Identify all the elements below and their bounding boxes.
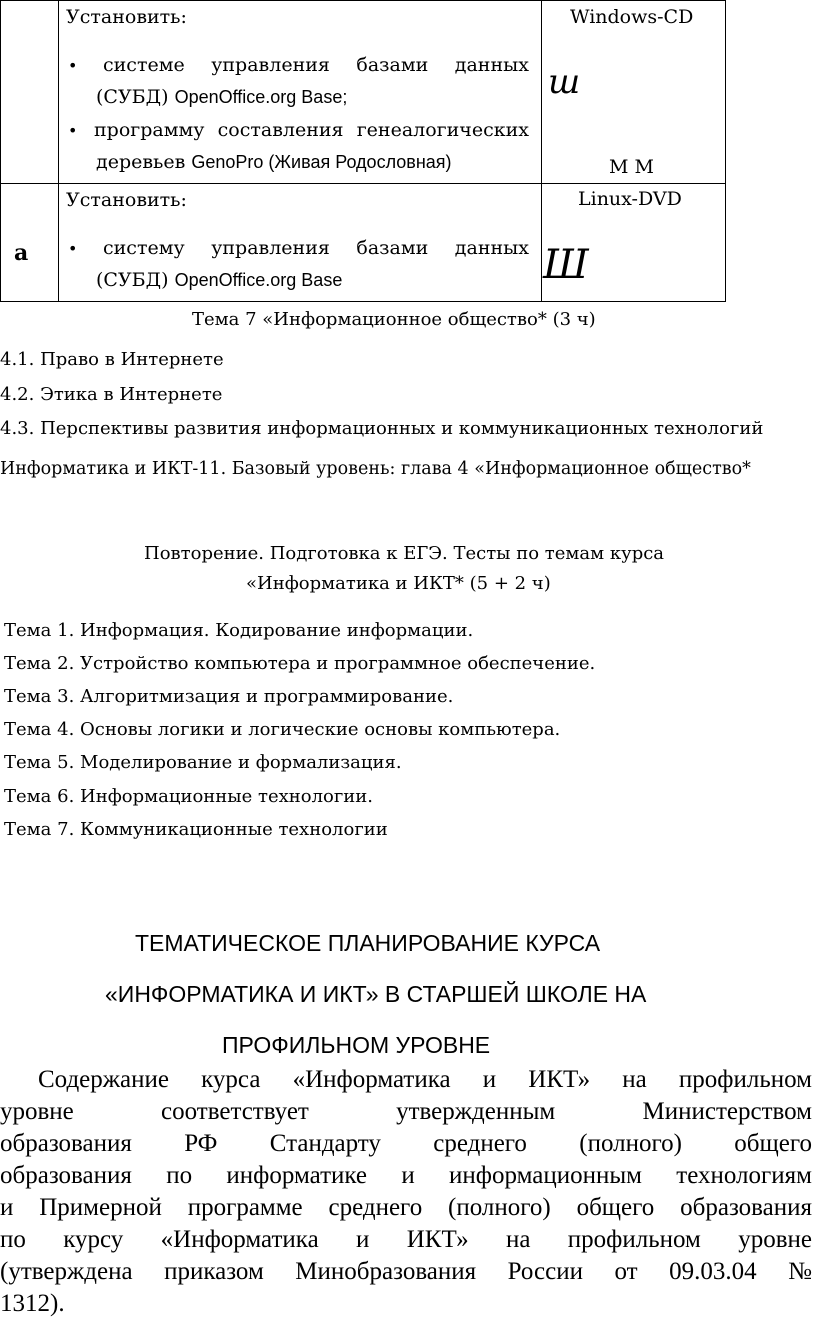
paragraph-word: «Информатика xyxy=(292,1066,451,1093)
review-item: Тема 2. Устройство компьютера и программное обеспечение. xyxy=(4,653,596,674)
paragraph-word: Содержание xyxy=(38,1066,169,1093)
paragraph-line xyxy=(38,1066,812,1094)
review-title-line1: Повторение. Подготовка к ЕГЭ. Тесты по темам курса xyxy=(144,543,665,564)
paragraph-word: по xyxy=(0,1226,26,1253)
row2-symbol: Ш xyxy=(543,242,589,288)
paragraph-word: курсу xyxy=(63,1226,124,1253)
paragraph-line xyxy=(0,1098,812,1126)
paragraph-word: уровне xyxy=(0,1098,74,1125)
paragraph-word: профильном xyxy=(678,1066,812,1093)
paragraph-word: по xyxy=(166,1162,193,1189)
paragraph-word: и xyxy=(356,1226,370,1253)
row2-item1-line2: (СУБД) OpenOffice.org Base xyxy=(96,269,343,291)
table-col-divider-1 xyxy=(58,0,59,302)
row2-label: а xyxy=(14,240,29,266)
paragraph-word: образования xyxy=(0,1130,132,1157)
paragraph-line xyxy=(0,1130,812,1158)
paragraph-word: и xyxy=(0,1194,14,1221)
paragraph-word: Министерством xyxy=(642,1098,812,1125)
row1-platform: Windows-CD xyxy=(570,6,694,28)
paragraph-line xyxy=(0,1162,812,1190)
paragraph-word: уровне xyxy=(738,1226,812,1253)
paragraph-word: 1312). xyxy=(0,1290,65,1317)
paragraph-word: ИКТ» xyxy=(406,1226,469,1253)
table-row-divider xyxy=(0,183,726,184)
table-border-bottom xyxy=(0,301,726,302)
paragraph-word: и xyxy=(401,1162,415,1189)
paragraph-line xyxy=(0,1226,812,1254)
review-item: Тема 4. Основы логики и логические основы компьютера. xyxy=(4,719,561,740)
paragraph-word: технологиям xyxy=(676,1162,812,1189)
bullet-icon: • xyxy=(68,121,78,140)
paragraph-word: образования xyxy=(0,1162,132,1189)
paragraph-word: 09.03.04 xyxy=(669,1258,757,1285)
paragraph-word: образования xyxy=(680,1194,812,1221)
paragraph-word: (утверждена xyxy=(0,1258,133,1285)
paragraph-word: и xyxy=(482,1066,497,1093)
paragraph-word: приказом xyxy=(164,1258,264,1285)
review-item: Тема 1. Информация. Кодирование информации. xyxy=(4,620,474,641)
paragraph-word: на xyxy=(505,1226,531,1253)
bullet-icon: • xyxy=(68,239,78,258)
paragraph-word: общего xyxy=(734,1130,812,1157)
paragraph-word: ИКТ» xyxy=(528,1066,591,1093)
paragraph-word: соответствует xyxy=(161,1098,309,1125)
table-border-left xyxy=(0,0,1,302)
row1-item1-line1: системе управления базами данных xyxy=(103,54,529,76)
paragraph-word: (полного) xyxy=(579,1130,682,1157)
paragraph-word: от xyxy=(614,1258,638,1285)
paragraph-word: утвержденным xyxy=(396,1098,556,1125)
section-heading-line1: ТЕМАТИЧЕСКОЕ ПЛАНИРОВАНИЕ КУРСА xyxy=(135,930,601,956)
row1-item2-line2: деревьев GenoPro (Живая Родословная) xyxy=(96,151,452,173)
section-heading-line2: «ИНФОРМАТИКА И ИКТ» В СТАРШЕЙ ШКОЛЕ НА xyxy=(105,981,647,1007)
paragraph-word: информатике xyxy=(226,1162,367,1189)
paragraph-word: № xyxy=(788,1258,812,1285)
table-col-divider-2 xyxy=(541,0,542,302)
row1-mark: М М xyxy=(609,156,654,178)
paragraph-line xyxy=(0,1258,812,1286)
row1-item2-line1: программу составления генеалогических xyxy=(94,119,529,141)
review-item: Тема 6. Информационные технологии. xyxy=(4,786,373,807)
paragraph-word: информационным xyxy=(449,1162,642,1189)
paragraph-word: России xyxy=(507,1258,583,1285)
paragraph-word: Минобразования xyxy=(295,1258,477,1285)
table-border-right xyxy=(725,0,726,302)
bullet-icon: • xyxy=(68,56,78,75)
review-title-line2: «Информатика и ИКТ* (5 + 2 ч) xyxy=(246,573,551,594)
paragraph-word: общего xyxy=(576,1194,655,1221)
paragraph-word: «Информатика xyxy=(160,1226,319,1253)
software-table xyxy=(0,0,726,302)
paragraph-word: (полного) xyxy=(448,1194,551,1221)
row2-platform: Linux-DVD xyxy=(578,188,682,210)
paragraph-word: профильном xyxy=(567,1226,701,1253)
section-heading-line3: ПРОФИЛЬНОМ УРОВНЕ xyxy=(222,1032,491,1058)
review-item: Тема 7. Коммуникационные технологии xyxy=(4,819,388,840)
paragraph-word: среднего xyxy=(433,1130,527,1157)
paragraph-word: РФ xyxy=(184,1130,218,1157)
paragraph-line xyxy=(0,1194,812,1222)
paragraph-word: на xyxy=(622,1066,647,1093)
row1-header: Установить: xyxy=(66,6,187,28)
topic7-title: Тема 7 «Информационное общество* (3 ч) xyxy=(192,309,596,330)
row2-item1-line1: систему управления базами данных xyxy=(103,237,529,259)
paragraph-word: курса xyxy=(201,1066,261,1093)
table-border-top xyxy=(0,0,726,1)
row1-symbol: ш xyxy=(548,62,581,102)
paragraph-word: программе xyxy=(187,1194,303,1221)
paragraph-word: среднего xyxy=(328,1194,423,1221)
review-item: Тема 5. Моделирование и формализация. xyxy=(4,752,402,773)
row2-header: Установить: xyxy=(66,189,187,211)
topic7-item: 4.1. Право в Интернете xyxy=(0,349,224,370)
paragraph-word: Примерной xyxy=(39,1194,162,1221)
paragraph-word: Стандарту xyxy=(269,1130,381,1157)
paragraph-line xyxy=(0,1290,812,1318)
topic7-item: 4.3. Перспективы развития информационных и коммуникационных технологий xyxy=(0,418,764,439)
topic7-item: 4.2. Этика в Интернете xyxy=(0,384,223,405)
review-item: Тема 3. Алгоритмизация и программирование. xyxy=(4,686,454,707)
topic7-reference: Информатика и ИКТ-11. Базовый уровень: глава 4 «Информационное общество* xyxy=(0,459,751,479)
row1-item1-line2: (СУБД) OpenOffice.org Base; xyxy=(96,86,348,108)
